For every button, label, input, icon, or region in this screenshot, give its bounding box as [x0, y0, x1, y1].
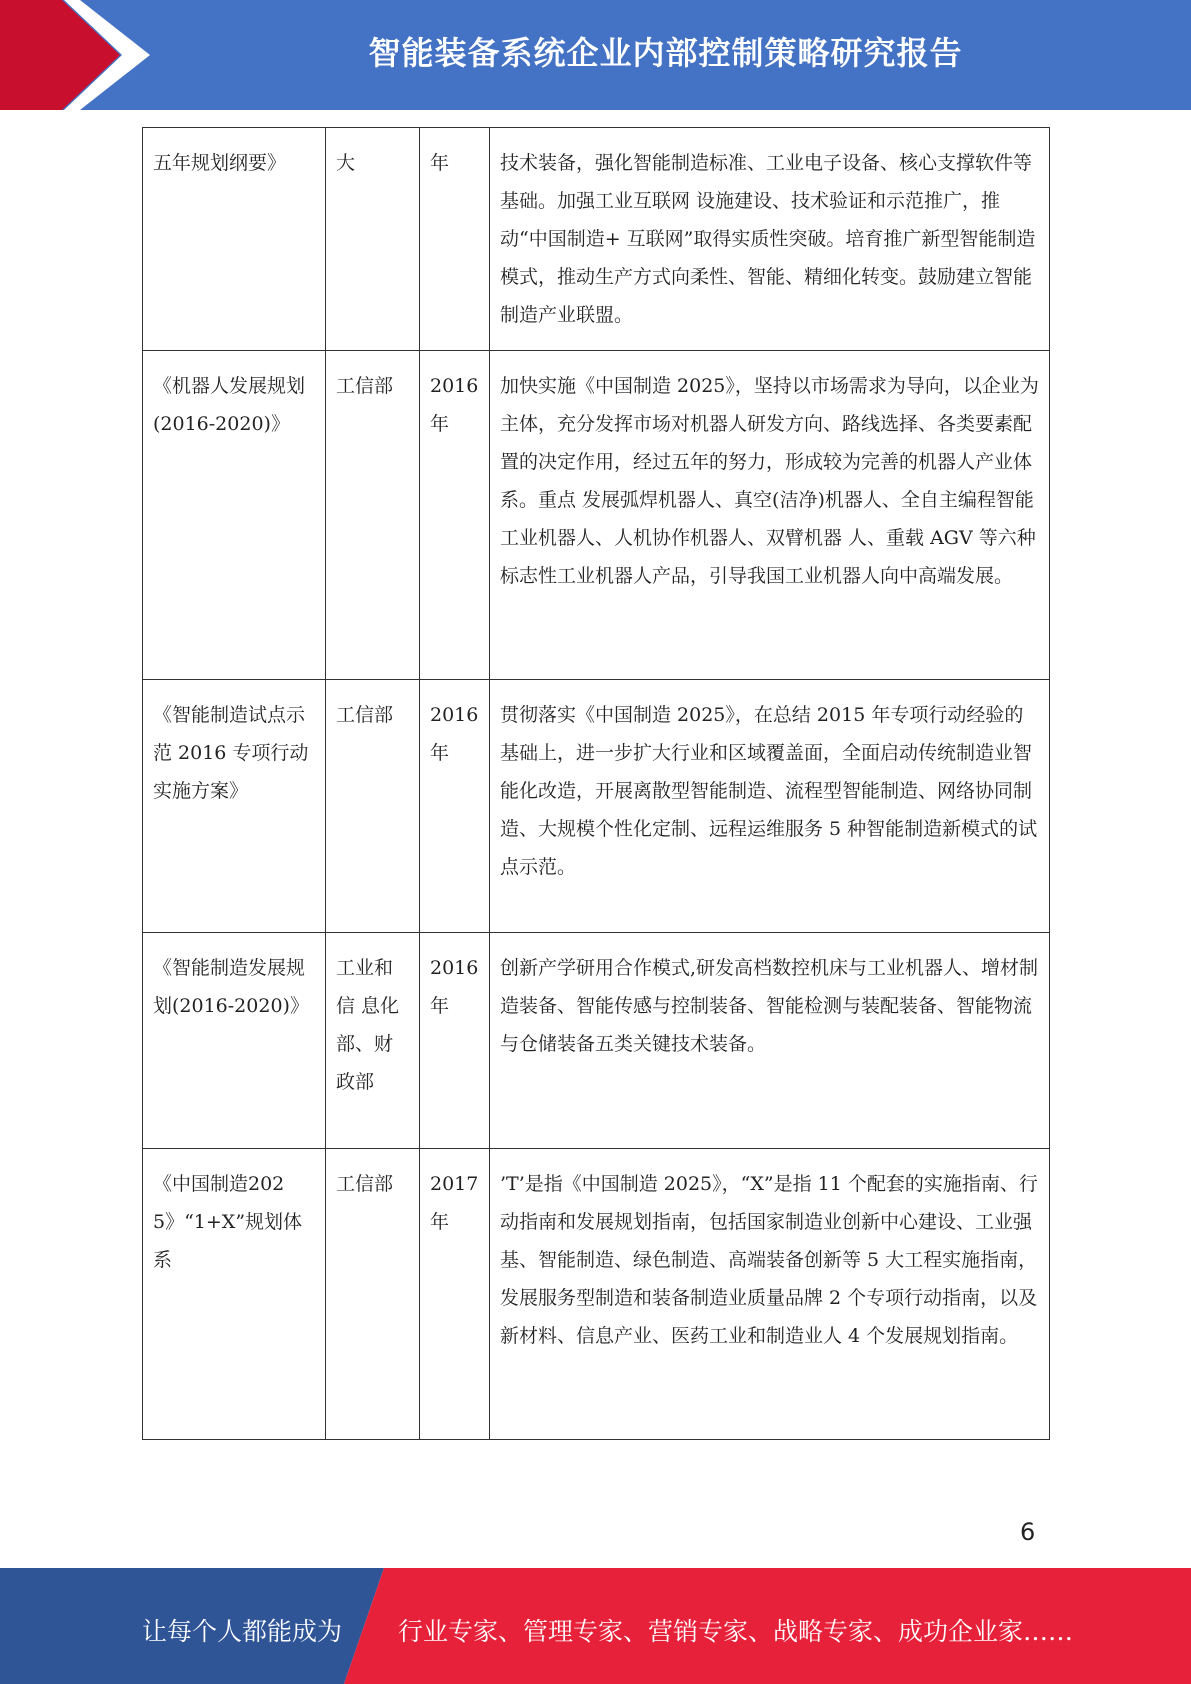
- policy-content-cell: ’T’是指《中国制造 2025》，“X”是指 11 个配套的实施指南、行动指南和发展规划指南，包括国家制造业创新中心建设、工业强基、智能制造、绿色制造、高端装备创新等 5 大工程实施指南，发展服务型制造和装备制造业质量品牌 2 个专项行动指南，以及新材料、信息产业、医药工业和制造业人 4 个发展规划指南。: [490, 1149, 1050, 1440]
- table-row: [143, 128, 1050, 351]
- year-cell: 2016年: [420, 680, 490, 933]
- table-row: [143, 933, 1050, 1149]
- department-cell: 工业和信 息化部、财政部: [326, 933, 420, 1149]
- year-cell: 年: [420, 128, 490, 351]
- policy-content-cell: 创新产学研用合作模式,研发高档数控机床与工业机器人、增材制造装备、智能传感与控制装备、智能检测与装配装备、智能物流与仓储装备五类关键技术装备。: [490, 933, 1050, 1149]
- year-cell: 2017年: [420, 1149, 490, 1440]
- department-cell: 工信部: [326, 1149, 420, 1440]
- footer-slogan-right: 行业专家、管理专家、营销专家、战略专家、成功企业家……: [398, 1617, 1074, 1646]
- policy-name-cell: 《智能制造发展规划(2016-2020)》: [143, 933, 326, 1149]
- report-title: 智能装备系统企业内部控制策略研究报告: [368, 34, 963, 72]
- department-cell: 大: [326, 128, 420, 351]
- policy-name-cell: 《机器人发展规划(2016-2020)》: [143, 351, 326, 680]
- year-cell: 2016年: [420, 933, 490, 1149]
- year-cell: 2016年: [420, 351, 490, 680]
- policy-content-cell: 加快实施《中国制造 2025》，坚持以市场需求为导向，以企业为主体，充分发挥市场对机器人研发方向、路线选择、各类要素配置的决定作用，经过五年的努力，形成较为完善的机器人产业体系。重点 发展弧焊机器人、真空(洁净)机器人、全自主编程智能工业机器人、人机协作机器人、双臂机器 人、重载 AGV 等六种标志性工业机器人产品，引导我国工业机器人向中高端发展。: [490, 351, 1050, 680]
- page-footer: [0, 1568, 1191, 1684]
- footer-slogan-left: 让每个人都能成为: [142, 1617, 343, 1646]
- policy-name-cell: 《中国制造2025》“1+X”规划体系: [143, 1149, 326, 1440]
- policy-name-cell: 五年规划纲要》: [143, 128, 326, 351]
- page-number: 6: [1020, 1518, 1036, 1546]
- table-row: [143, 1149, 1050, 1440]
- table-row: [143, 351, 1050, 680]
- policy-content-cell: 技术装备，强化智能制造标准、工业电子设备、核心支撑软件等基础。加强工业互联网 设施建设、技术验证和示范推广，推动“中国制造+ 互联网”取得实质性突破。培育推广新型智能制造模式，推动生产方式向柔性、智能、精细化转变。鼓励建立智能制造产业联盟。: [490, 128, 1050, 351]
- table-row: [143, 680, 1050, 933]
- page-header: [0, 0, 1191, 110]
- policy-content-cell: 贯彻落实《中国制造 2025》，在总结 2015 年专项行动经验的基础上，进一步扩大行业和区域覆盖面，全面启动传统制造业智能化改造，开展离散型智能制造、流程型智能制造、网络协同制造、大规模个性化定制、远程运维服务 5 种智能制造新模式的试点示范。: [490, 680, 1050, 933]
- department-cell: 工信部: [326, 680, 420, 933]
- policy-table: [142, 127, 1050, 1440]
- department-cell: 工信部: [326, 351, 420, 680]
- header-arrow-decoration: [0, 0, 150, 110]
- policy-name-cell: 《智能制造试点示范 2016 专项行动实施方案》: [143, 680, 326, 933]
